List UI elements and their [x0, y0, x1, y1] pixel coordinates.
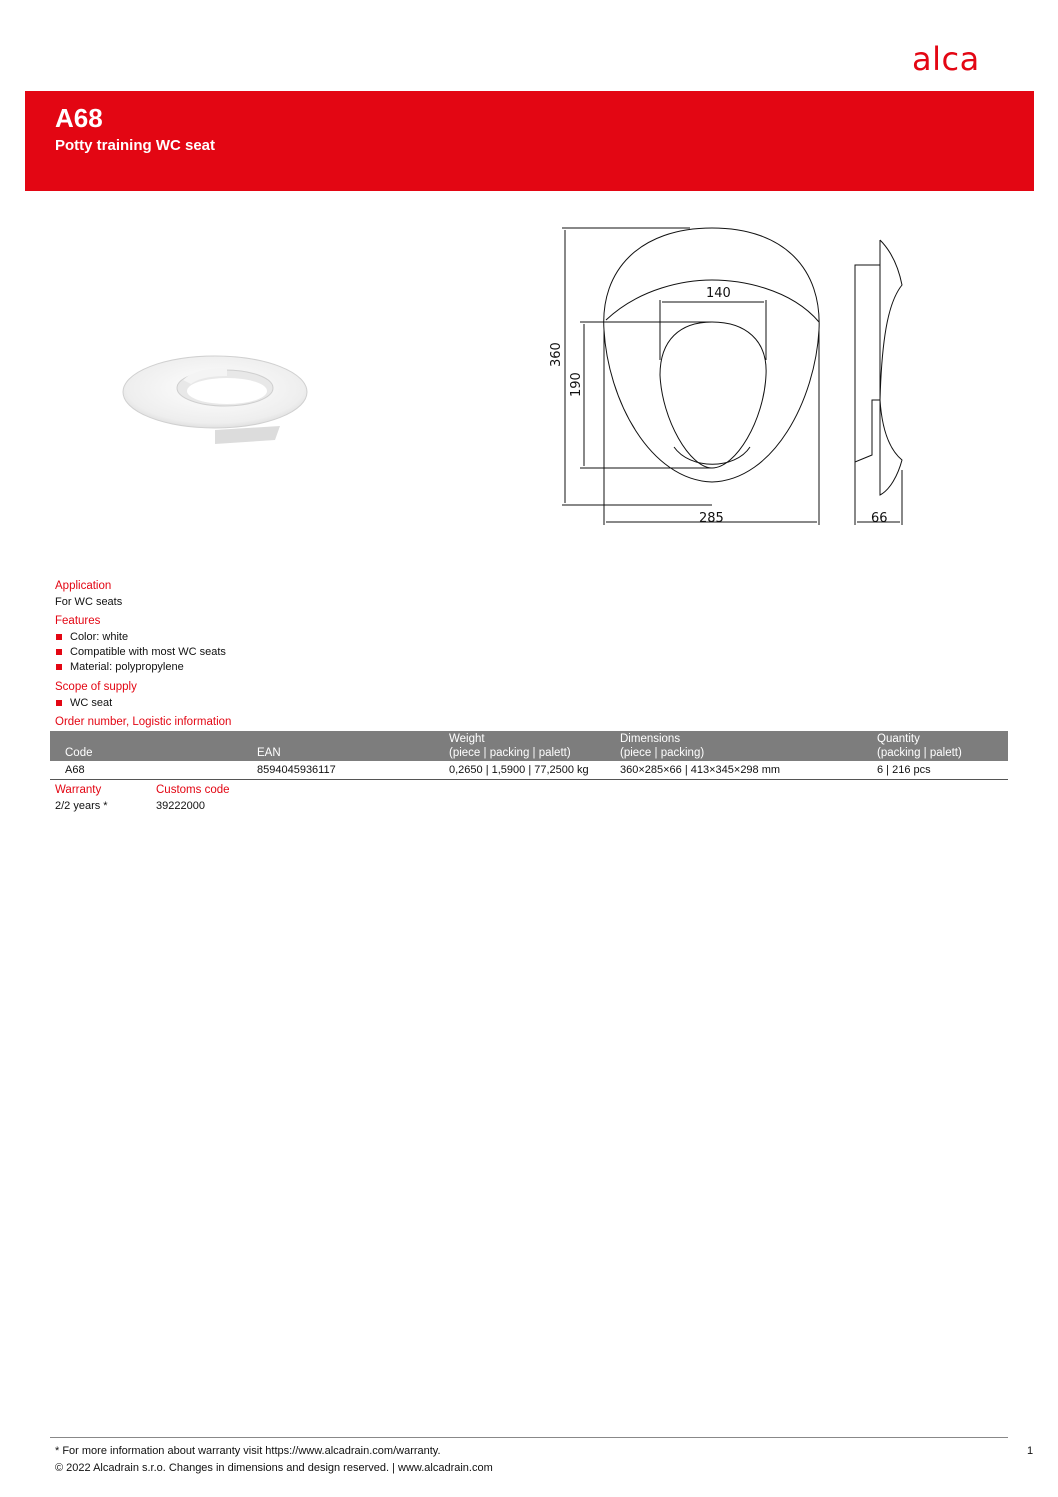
col-dimensions: Dimensions [620, 733, 681, 745]
footer-divider [50, 1437, 1008, 1438]
list-item: WC seat [55, 696, 112, 711]
col-weight-sub: (piece | packing | palett) [449, 747, 571, 759]
customs-label: Customs code [156, 784, 230, 796]
application-text: For WC seats [55, 596, 123, 608]
features-label: Features [55, 615, 101, 627]
table-row [50, 762, 1008, 780]
cell-code: A68 [65, 764, 85, 776]
side-view-body [855, 265, 880, 462]
col-ean: EAN [257, 747, 281, 759]
dim-360-text: 360 [549, 342, 564, 367]
dim-66-text: 66 [871, 511, 888, 526]
order-label: Order number, Logistic information [55, 716, 232, 728]
cell-quantity: 6 | 216 pcs [877, 764, 931, 776]
order-table-header [50, 731, 1008, 761]
footer-warranty-note: * For more information about warranty visit https://www.alcadrain.com/warranty. [55, 1445, 441, 1457]
application-label: Application [55, 580, 112, 592]
features-list [55, 630, 226, 675]
col-dimensions-sub: (piece | packing) [620, 747, 705, 759]
technical-drawing [540, 220, 920, 535]
cell-dimensions: 360×285×66 | 413×345×298 mm [620, 764, 781, 776]
col-code: Code [65, 747, 93, 759]
customs-value: 39222000 [156, 800, 205, 812]
scope-label: Scope of supply [55, 681, 137, 693]
page-number: 1 [1027, 1445, 1034, 1457]
footer-copyright: © 2022 Alcadrain s.r.o. Changes in dimensions and design reserved. | www.alcadrain.com [55, 1462, 493, 1474]
list-item: Color: white [55, 630, 226, 645]
dim-190-text: 190 [569, 372, 584, 397]
side-view-profile [880, 240, 902, 495]
scope-list [55, 696, 112, 711]
product-photo [115, 340, 325, 450]
col-quantity: Quantity [877, 733, 920, 745]
warranty-label: Warranty [55, 784, 102, 796]
product-name: Potty training WC seat [55, 137, 216, 154]
seat-opening [660, 322, 766, 468]
warranty-value: 2/2 years * [55, 800, 108, 812]
cell-weight: 0,2650 | 1,5900 | 77,2500 kg [449, 764, 589, 776]
product-code: A68 [55, 103, 103, 133]
cell-ean: 8594045936117 [257, 764, 336, 776]
dim-285-text: 285 [699, 511, 724, 526]
alca-logo: alca [912, 40, 980, 78]
list-item: Material: polypropylene [55, 660, 226, 675]
col-weight: Weight [449, 733, 485, 745]
list-item: Compatible with most WC seats [55, 645, 226, 660]
dim-140-text: 140 [706, 286, 731, 301]
title-banner [25, 91, 1034, 191]
col-quantity-sub: (packing | palett) [877, 747, 962, 759]
seat-outline [604, 228, 819, 482]
